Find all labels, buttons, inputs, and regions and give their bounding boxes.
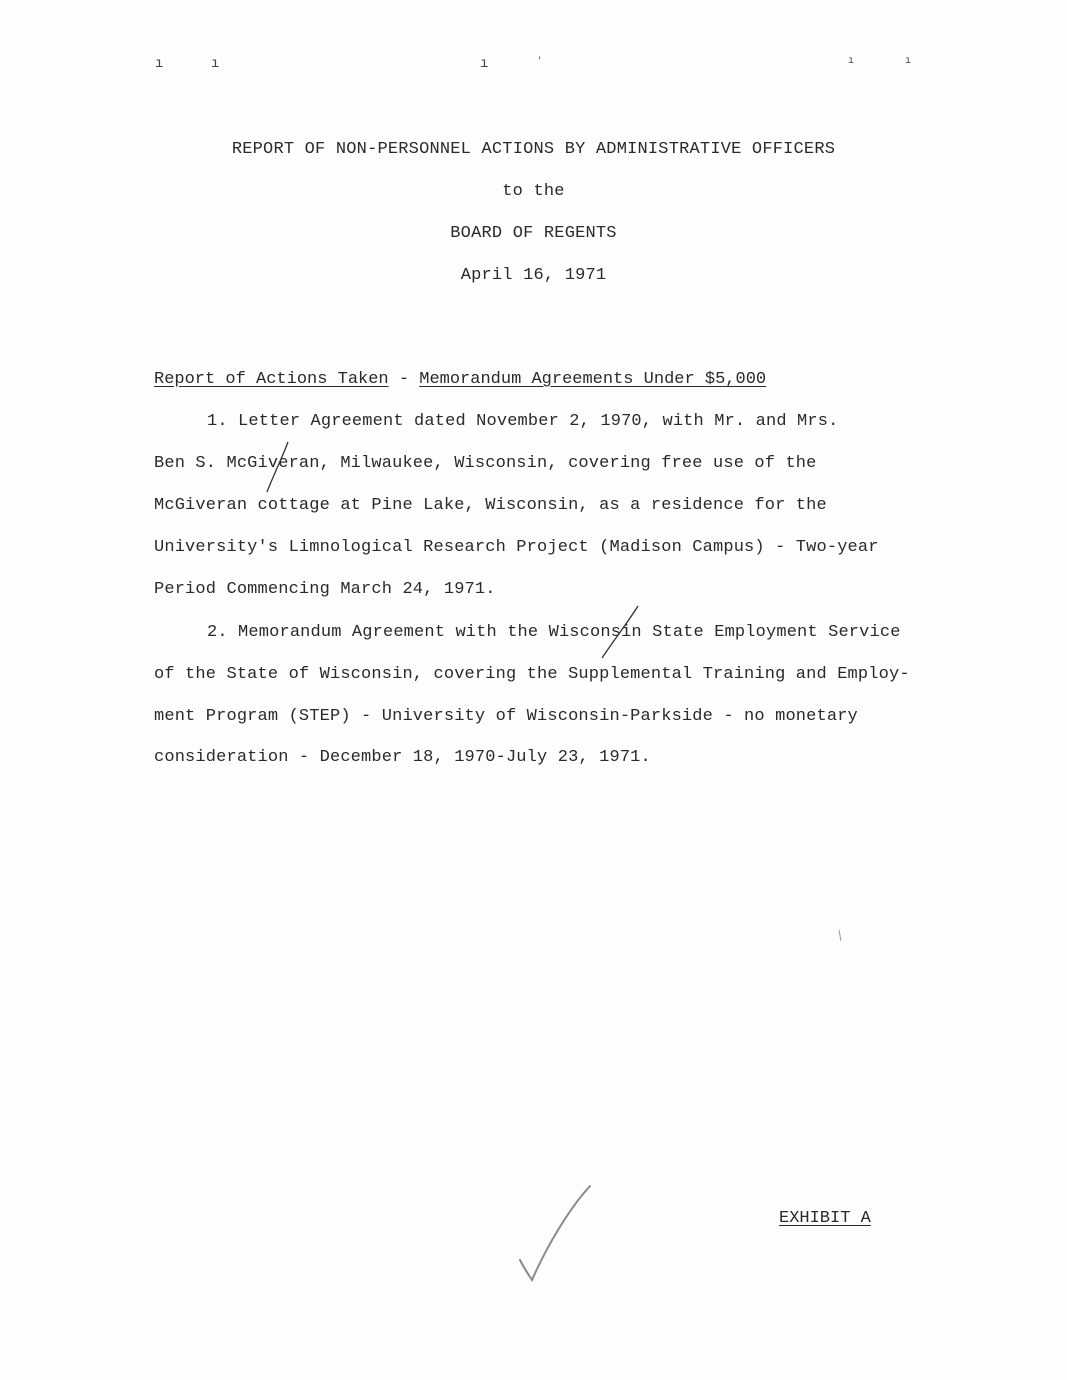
stray-mark: ı <box>848 56 855 67</box>
exhibit-label: EXHIBIT A <box>779 1209 871 1228</box>
item-2-line-3: ment Program (STEP) - University of Wisconsin-Parkside - no monetary <box>154 707 858 726</box>
stray-mark <box>836 928 844 944</box>
stray-mark: ı <box>905 56 912 67</box>
item-1-line-1: 1. Letter Agreement dated November 2, 1970, with Mr. and Mrs. <box>207 412 839 431</box>
handwritten-slash-mark <box>596 604 642 662</box>
stray-mark: ' <box>537 56 543 66</box>
stray-mark: ı <box>480 56 489 72</box>
item-1-line-3: McGiveran cottage at Pine Lake, Wisconsin, as a residence for the <box>154 496 827 515</box>
handwritten-slash-mark <box>262 440 292 496</box>
item-1-line-2: Ben S. McGiveran, Milwaukee, Wisconsin, covering free use of the <box>154 454 817 473</box>
stray-mark: ı <box>155 56 164 72</box>
stray-mark: ı <box>211 56 220 72</box>
section-heading <box>154 370 766 389</box>
section-heading-left: Report of Actions Taken <box>154 370 389 389</box>
item-2-line-2: of the State of Wisconsin, covering the Supplemental Training and Employ- <box>154 665 910 684</box>
item-1-line-5: Period Commencing March 24, 1971. <box>154 580 496 599</box>
report-date: April 16, 1971 <box>460 266 607 285</box>
report-subtitle-to: to the <box>502 182 565 201</box>
section-heading-separator: - <box>388 370 420 389</box>
section-heading-right: Memorandum Agreements Under $5,000 <box>419 370 767 389</box>
item-1-line-4: University's Limnological Research Project (Madison Campus) - Two-year <box>154 538 879 557</box>
check-mark-icon <box>512 1182 596 1286</box>
report-title: REPORT OF NON-PERSONNEL ACTIONS BY ADMINISTRATIVE OFFICERS <box>231 140 836 159</box>
item-2-line-1: 2. Memorandum Agreement with the Wisconsin State Employment Service <box>207 623 901 642</box>
report-recipient: BOARD OF REGENTS <box>450 224 617 243</box>
item-2-line-4: consideration - December 18, 1970-July 23, 1971. <box>154 748 651 767</box>
